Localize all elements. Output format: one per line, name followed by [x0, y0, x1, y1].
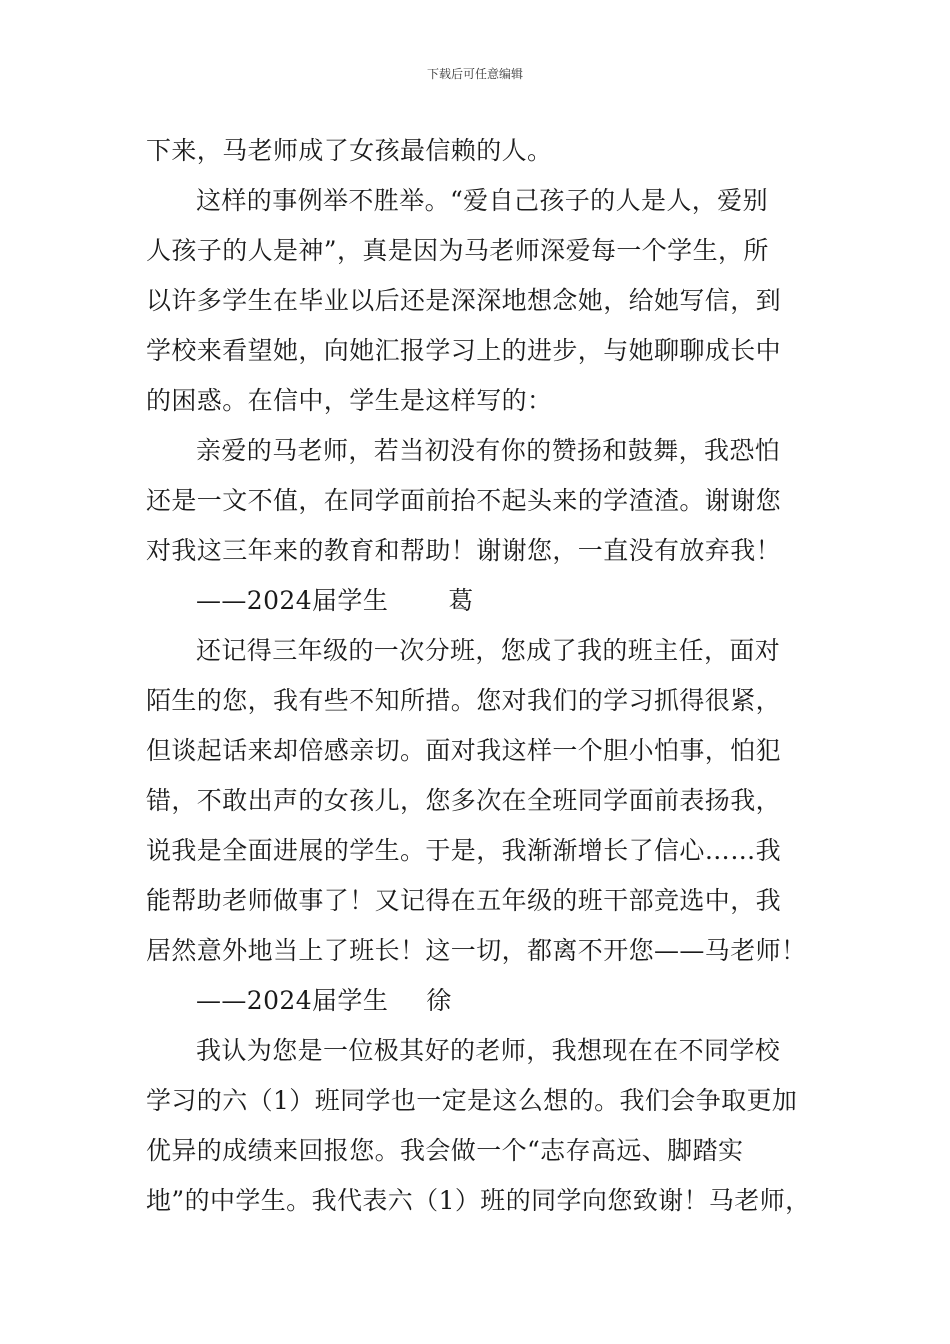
text-line: 能帮助老师做事了！又记得在五年级的班干部竞选中，我: [146, 886, 782, 915]
document-body: [146, 126, 826, 1226]
signature-line: [146, 976, 826, 1026]
signature-line: [146, 576, 826, 626]
paragraph-start: 这样的事例举不胜举。“爱自己孩子的人是人，爱别: [196, 186, 768, 215]
text-line: 学习的六（1）班同学也一定是这么想的。我们会争取更加: [146, 1086, 798, 1115]
signature-name: 徐: [426, 986, 452, 1015]
letter-quote-start: 亲爱的马老师，若当初没有你的赞扬和鼓舞，我恐怕: [196, 436, 781, 465]
letter-quote-start: 还记得三年级的一次分班，您成了我的班主任，面对: [196, 636, 781, 665]
text-line: 对我这三年来的教育和帮助！谢谢您，一直没有放弃我！: [146, 536, 782, 565]
text-line: 的困惑。在信中，学生是这样写的：: [146, 386, 553, 415]
text-line: 优异的成绩来回报您。我会做一个“志存高远、脚踏实: [146, 1136, 744, 1165]
signature-name: 葛: [448, 586, 474, 615]
text-line: 以许多学生在毕业以后还是深深地想念她，给她写信，到: [146, 286, 782, 315]
letter-quote-start: 我认为您是一位极其好的老师，我想现在在不同学校: [196, 1036, 781, 1065]
signature-class: ——2024届学生: [196, 986, 389, 1015]
text-line: 学校来看望她，向她汇报学习上的进步，与她聊聊成长中: [146, 336, 782, 365]
text-line: 居然意外地当上了班长！这一切，都离不开您——马老师！: [146, 936, 807, 965]
text-line: 错，不敢出声的女孩儿，您多次在全班同学面前表扬我，: [146, 786, 782, 815]
text-line: 人孩子的人是神”，真是因为马老师深爱每一个学生，所: [146, 236, 769, 265]
text-line: 说我是全面进展的学生。于是，我渐渐增长了信心……我: [146, 836, 782, 865]
page-header: 下载后可任意编辑: [426, 67, 523, 81]
text-line: 下来，马老师成了女孩最信赖的人。: [146, 136, 553, 165]
text-line: 但谈起话来却倍感亲切。面对我这样一个胆小怕事，怕犯: [146, 736, 782, 765]
text-line: 地”的中学生。我代表六（1）班的同学向您致谢！马老师，: [146, 1186, 811, 1215]
text-line: 还是一文不值，在同学面前抬不起头来的学渣渣。谢谢您: [146, 486, 782, 515]
signature-class: ——2024届学生: [196, 586, 389, 615]
text-line: 陌生的您，我有些不知所措。您对我们的学习抓得很紧，: [146, 686, 782, 715]
